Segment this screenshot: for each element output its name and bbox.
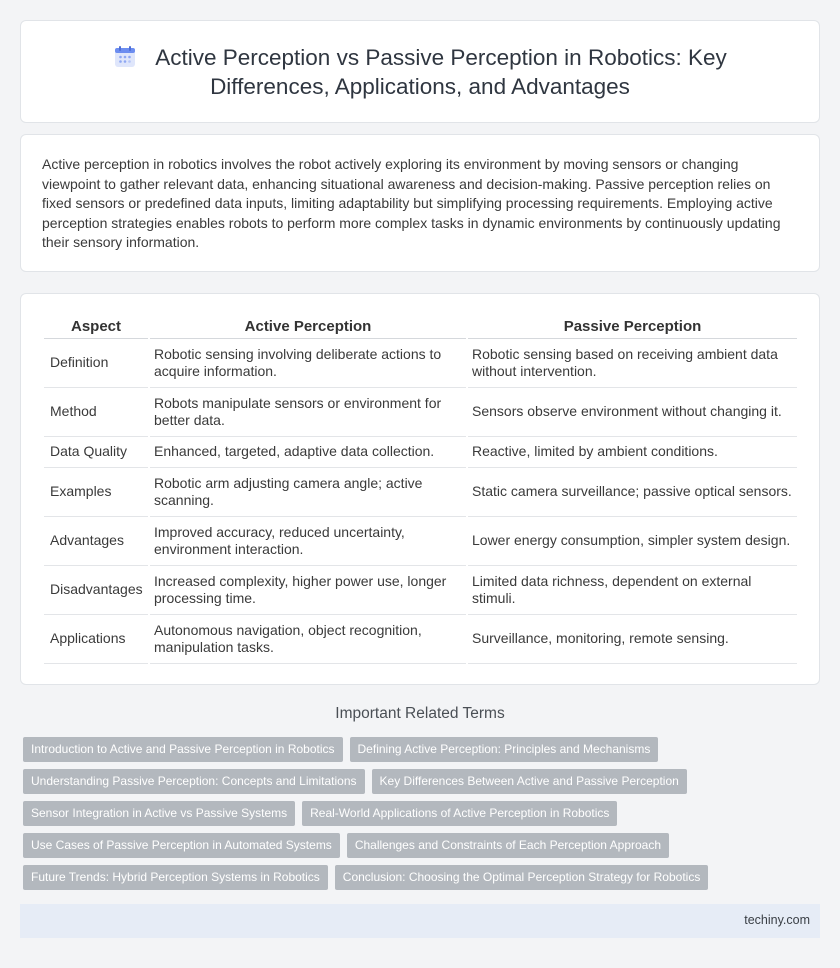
comparison-table (42, 314, 799, 664)
related-term-tag[interactable]: Challenges and Constraints of Each Perception Approach (347, 833, 669, 858)
table-row (44, 566, 797, 615)
aspect-cell: Disadvantages (44, 566, 148, 615)
related-term-tag[interactable]: Sensor Integration in Active vs Passive Systems (23, 801, 295, 826)
active-cell: Enhanced, targeted, adaptive data collection. (150, 437, 466, 468)
aspect-cell: Data Quality (44, 437, 148, 468)
table-row (44, 517, 797, 566)
header-aspect: Aspect (44, 314, 148, 339)
aspect-cell: Method (44, 388, 148, 437)
related-term-tag[interactable]: Use Cases of Passive Perception in Automated Systems (23, 833, 340, 858)
intro-paragraph: Active perception in robotics involves the robot actively exploring its environment by moving sensors or changing viewpoint to gather relevant data, enhancing situational awareness and decision-making. Passive perception relies on fixed sensors or predefined data inputs, limiting adaptability but simplifying processing requirements. Employing active perception strategies enables robots to perform more complex tasks in dynamic environments by continuously updating their sensory information. (42, 156, 781, 250)
related-term-tag[interactable]: Real-World Applications of Active Perception in Robotics (302, 801, 617, 826)
intro-card (20, 134, 820, 272)
passive-cell: Limited data richness, dependent on external stimuli. (468, 566, 797, 615)
table-row (44, 468, 797, 517)
related-terms-heading: Important Related Terms (335, 705, 505, 722)
passive-cell: Sensors observe environment without changing it. (468, 388, 797, 437)
page-title (21, 43, 819, 101)
related-term-tag[interactable]: Defining Active Perception: Principles and Mechanisms (350, 737, 659, 762)
aspect-cell: Applications (44, 615, 148, 664)
passive-cell: Surveillance, monitoring, remote sensing. (468, 615, 797, 664)
active-cell: Increased complexity, higher power use, longer processing time. (150, 566, 466, 615)
passive-cell: Robotic sensing based on receiving ambient data without intervention. (468, 339, 797, 388)
active-cell: Improved accuracy, reduced uncertainty, environment interaction. (150, 517, 466, 566)
aspect-cell: Advantages (44, 517, 148, 566)
aspect-cell: Examples (44, 468, 148, 517)
passive-cell: Static camera surveillance; passive optical sensors. (468, 468, 797, 517)
tag-row (23, 865, 715, 890)
table-row (44, 339, 797, 388)
footer (20, 904, 820, 938)
title-line-1: Active Perception vs Passive Perception in Robotics: Key (155, 45, 727, 70)
related-term-tag[interactable]: Conclusion: Choosing the Optimal Perception Strategy for Robotics (335, 865, 709, 890)
table-row (44, 437, 797, 468)
passive-cell: Lower energy consumption, simpler system design. (468, 517, 797, 566)
tag-row (23, 801, 624, 826)
title-card (20, 20, 820, 123)
header-active: Active Perception (150, 314, 466, 339)
comparison-card (20, 293, 820, 685)
active-cell: Autonomous navigation, object recognition, manipulation tasks. (150, 615, 466, 664)
related-term-tag[interactable]: Key Differences Between Active and Passive Perception (372, 769, 687, 794)
tag-row (23, 769, 694, 794)
title-line-2: Differences, Applications, and Advantages (210, 74, 630, 99)
header-passive: Passive Perception (468, 314, 797, 339)
footer-brand[interactable]: techiny.com (744, 913, 810, 927)
active-cell: Robots manipulate sensors or environment for better data. (150, 388, 466, 437)
aspect-cell: Definition (44, 339, 148, 388)
active-cell: Robotic arm adjusting camera angle; active scanning. (150, 468, 466, 517)
related-term-tag[interactable]: Understanding Passive Perception: Concepts and Limitations (23, 769, 365, 794)
tag-row (23, 833, 676, 858)
passive-cell: Reactive, limited by ambient conditions. (468, 437, 797, 468)
active-cell: Robotic sensing involving deliberate actions to acquire information. (150, 339, 466, 388)
tag-row (23, 737, 665, 762)
related-term-tag[interactable]: Future Trends: Hybrid Perception Systems in Robotics (23, 865, 328, 890)
calendar-icon (113, 45, 137, 69)
table-row (44, 615, 797, 664)
related-term-tag[interactable]: Introduction to Active and Passive Perception in Robotics (23, 737, 343, 762)
table-row (44, 388, 797, 437)
